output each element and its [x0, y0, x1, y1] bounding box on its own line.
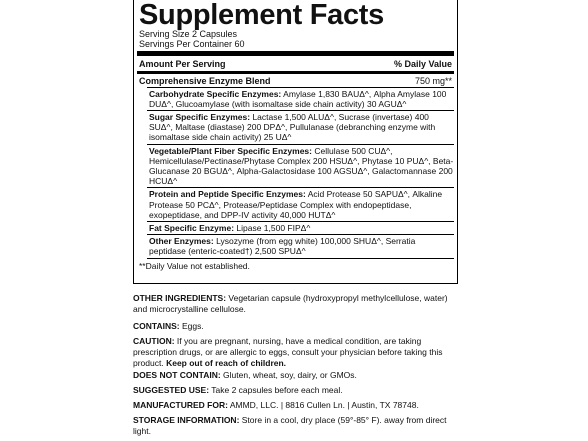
contains-label: CONTAINS:	[133, 321, 180, 331]
footnote: **Daily Value not established.	[139, 260, 250, 271]
column-header-row	[137, 59, 454, 70]
group-label: Sugar Specific Enzymes:	[149, 111, 251, 122]
caution-text: If you are pregnant, nursing, have a medical condition, are taking prescription drugs, or are allergic to eggs, consult your physician before taking this product.	[133, 336, 443, 368]
contains	[133, 321, 463, 332]
daily-value-header: % Daily Value	[393, 59, 452, 69]
storage-information	[133, 415, 463, 437]
other-ingredients-label: OTHER INGREDIENTS:	[133, 293, 227, 303]
other-ingredients	[133, 293, 463, 315]
group-label: Vegetable/Plant Fiber Specific Enzymes:	[149, 145, 312, 156]
group-text: Acid Protease 50 SAPUΔ^, Alkaline Protease 50 PCΔ^, Protease/Peptidase Complex with endopeptidase, exopeptidase, and DPP-IV activity 40,000 HUTΔ^	[149, 189, 443, 220]
caution	[133, 336, 463, 369]
other-ingredients-text: Vegetarian capsule (hydroxypropyl methylcellulose, water) and microcrystalline cellulose.	[133, 293, 448, 314]
enzyme-group	[147, 234, 454, 258]
amount-per-serving-header: Amount Per Serving	[139, 59, 226, 69]
storage-text: Store in a cool, dry place (59°-85° F). away from direct light.	[133, 415, 447, 436]
mid-divider	[137, 71, 454, 74]
panel-title: Supplement Facts	[139, 0, 384, 31]
group-text: Amylase 1,830 BAUΔ^, Alpha Amylase 100 DUΔ^, Glucoamylase (with isomaltase side chain activity) 30 AGUΔ^	[149, 88, 447, 109]
blend-row	[137, 76, 454, 87]
group-text: Lysozyme (from egg white) 100,000 SHUΔ^, Serratia peptidase (enteric-coated†) 2,500 SPUΔ^	[149, 236, 416, 257]
enzyme-group	[147, 87, 454, 110]
group-label: Carbohydrate Specific Enzymes:	[149, 88, 282, 99]
enzyme-group	[147, 144, 454, 188]
enzyme-group	[147, 110, 454, 144]
storage-label: STORAGE INFORMATION:	[133, 415, 240, 425]
manufactured-label: MANUFACTURED FOR:	[133, 400, 228, 410]
does-not-contain	[133, 370, 463, 381]
enzyme-group	[147, 221, 454, 234]
enzyme-group	[147, 187, 454, 221]
suggested-use-label: SUGGESTED USE:	[133, 385, 210, 395]
group-text: Lactase 1,500 ALUΔ^, Sucrase (invertase) 400 SUΔ^, Maltase (diastase) 200 DPΔ^, Pullulanase (debranching enzyme with isomaltase side chain activity) 25 UΔ^	[149, 111, 436, 143]
group-text: Cellulase 500 CUΔ^, Hemicellulase/Pectinase/Phytase Complex 200 HSUΔ^, Phytase 10 PUΔ^, Beta-Glucanase 20 BGUΔ^, Alpha-Galactosidase 100 AGSUΔ^, Galactomannase 200 HCUΔ^	[149, 145, 454, 187]
servings-per-container: Servings Per Container 60	[139, 39, 245, 49]
does-not-contain-text: Gluten, wheat, soy, dairy, or GMOs.	[220, 370, 357, 380]
supplement-facts-panel	[133, 0, 458, 284]
blend-name: Comprehensive Enzyme Blend	[139, 75, 271, 86]
group-label: Fat Specific Enzyme:	[149, 222, 235, 233]
contains-text: Eggs.	[179, 321, 204, 331]
group-label: Protein and Peptide Specific Enzymes:	[149, 189, 306, 200]
caution-label: CAUTION:	[133, 336, 175, 346]
suggested-use-text: Take 2 capsules before each meal.	[209, 385, 343, 395]
thick-divider	[137, 51, 454, 56]
group-label: Other Enzymes:	[149, 236, 214, 247]
manufactured-text: AMMD, LLC. | 8816 Cullen Ln. | Austin, TX 78748.	[227, 400, 419, 410]
does-not-contain-label: DOES NOT CONTAIN:	[133, 370, 221, 380]
group-text: Lipase 1,500 FIPΔ^	[234, 222, 311, 233]
manufactured-for	[133, 400, 463, 411]
caution-warning: Keep out of reach of children.	[166, 358, 287, 368]
suggested-use	[133, 385, 463, 396]
serving-size: Serving Size 2 Capsules	[139, 29, 238, 39]
blend-amount: 750 mg**	[414, 75, 452, 86]
